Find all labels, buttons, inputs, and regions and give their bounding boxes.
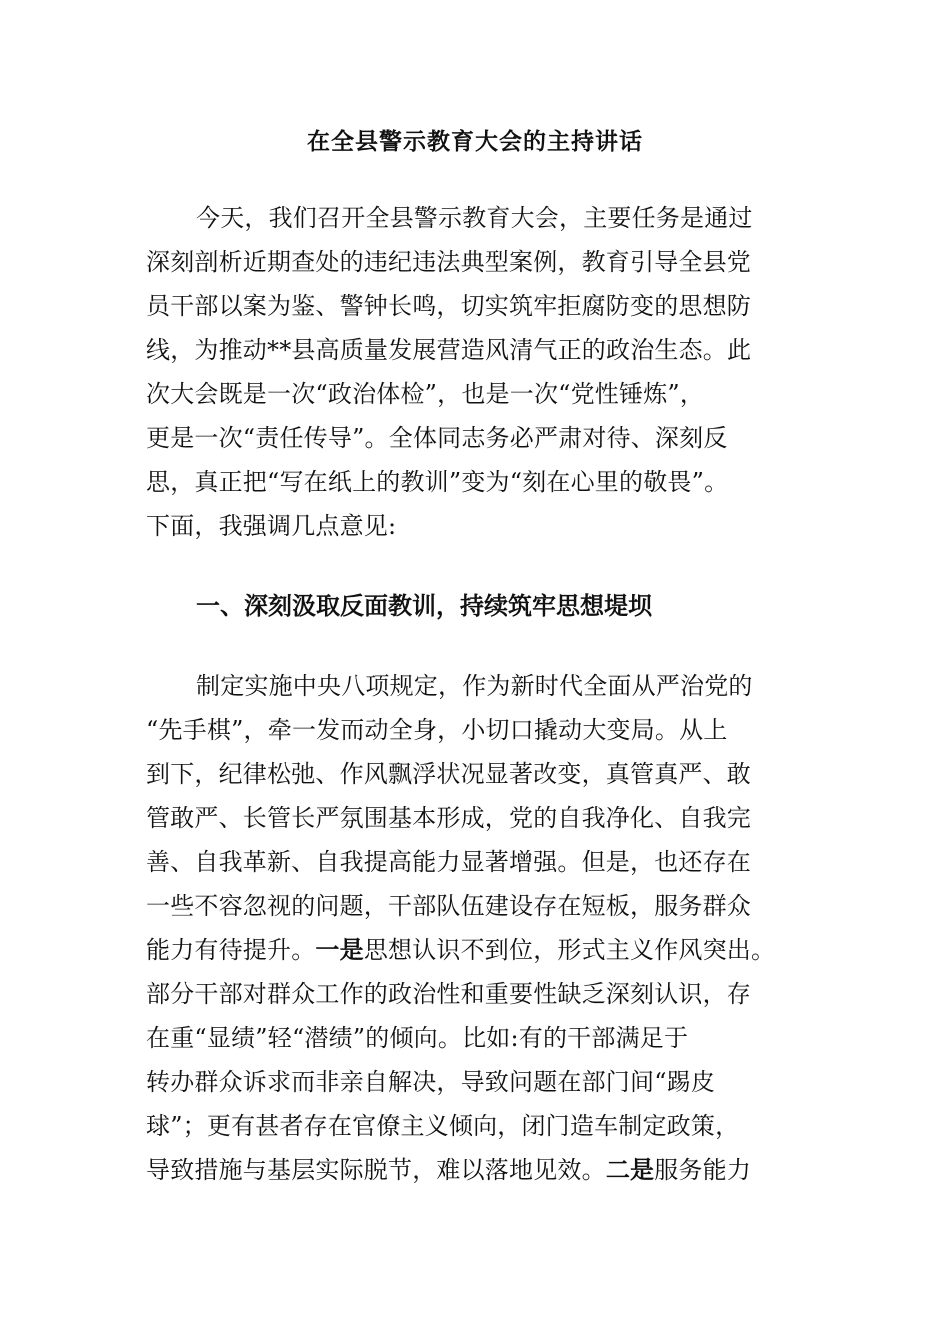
line-text: 导致措施与基层实际脱节，难以落地见效。 xyxy=(146,1156,606,1184)
paragraph-line: 善、自我革新、自我提高能力显著增强。但是，也还存在 xyxy=(146,848,751,876)
paragraph-line: 制定实施中央八项规定，作为新时代全面从严治党的 xyxy=(196,672,753,700)
paragraph-line: 管敢严、长管长严氛围基本形成，党的自我净化、自我完 xyxy=(146,804,751,832)
paragraph-line: 一些不容忽视的问题，干部队伍建设存在短板，服务群众 xyxy=(146,892,751,920)
paragraph-line: “先手棋”，牵一发而动全身，小切口撬动大变局。从上 xyxy=(146,716,728,744)
paragraph-line: 转办群众诉求而非亲自解决，导致问题在部门间“踢皮 xyxy=(146,1068,716,1096)
paragraph-line: 今天，我们召开全县警示教育大会，主要任务是通过 xyxy=(196,204,753,232)
paragraph-line: 到下，纪律松弛、作风飘浮状况显著改变，真管真严、敢 xyxy=(146,760,751,788)
paragraph-line: 部分干部对群众工作的政治性和重要性缺乏深刻认识，存 xyxy=(146,980,751,1008)
paragraph-line: 更是一次“责任传导”。全体同志务必严肃对待、深刻反 xyxy=(146,424,728,452)
paragraph-line xyxy=(146,1150,751,1190)
line-text: 能力有待提升。 xyxy=(146,936,316,964)
paragraph-line xyxy=(146,930,775,970)
section-heading: 一、深刻汲取反面教训，持续筑牢思想堤坝 xyxy=(196,591,652,620)
paragraph-line: 在重“显绩”轻“潜绩”的倾向。比如:有的干部满足于 xyxy=(146,1024,689,1052)
emphasis-label: 一是 xyxy=(315,935,364,964)
document-title: 在全县警示教育大会的主持讲话 xyxy=(307,128,643,155)
emphasis-label: 二是 xyxy=(605,1155,655,1184)
line-text: 思想认识不到位，形式主义作风突出。 xyxy=(363,936,776,964)
line-text: 服务能力 xyxy=(654,1156,752,1184)
paragraph-line: 思，真正把“写在纸上的教训”变为“刻在心里的敬畏”。 xyxy=(146,468,729,496)
paragraph-line: 员干部以案为鉴、警钟长鸣，切实筑牢拒腐防变的思想防 xyxy=(146,292,751,320)
paragraph-line: 线，为推动**县高质量发展营造风清气正的政治生态。此 xyxy=(146,336,752,364)
paragraph-line: 次大会既是一次“政治体检”，也是一次“党性锤炼”， xyxy=(146,380,705,408)
paragraph-line: 深刻剖析近期查处的违纪违法典型案例，教育引导全县党 xyxy=(146,248,751,276)
paragraph-line: 下面，我强调几点意见: xyxy=(146,512,397,540)
paragraph-line: 球”；更有甚者存在官僚主义倾向，闭门造车制定政策， xyxy=(146,1112,740,1140)
